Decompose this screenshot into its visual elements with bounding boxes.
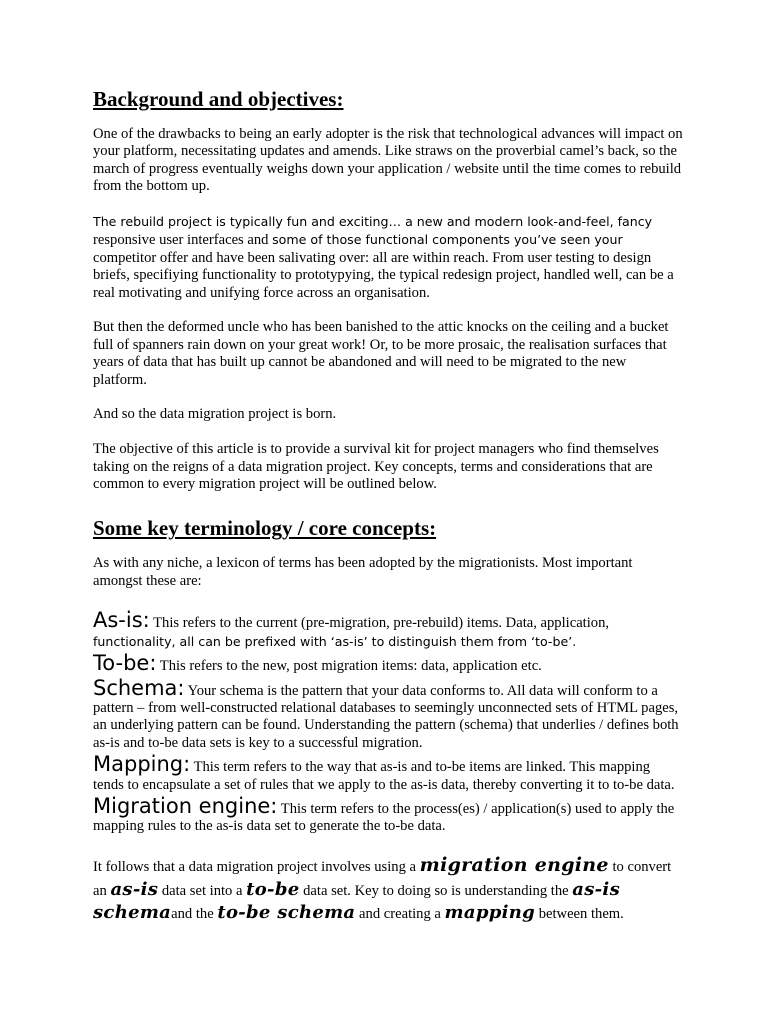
conclusion-text: data set. Key to doing so is understanding the xyxy=(299,882,573,899)
rebuild-serif-text-a: responsive user interfaces and xyxy=(93,232,273,249)
paragraph-conclusion xyxy=(93,854,683,926)
paragraph-deformed-uncle: But then the deformed uncle who has been banished to the attic knocks on the ceiling and a bucket full of spanners rain down on your great work! Or, to be more prosaic, the realisation surfaces that years of data that has built up cannot be abandoned and will need to be migrated to the new platform. xyxy=(93,319,669,388)
paragraph-project-born: And so the data migration project is born. xyxy=(93,406,337,423)
term-definition: This refers to the current (pre-migration, pre-rebuild) items. Data, application, xyxy=(149,615,610,632)
conclusion-text: and the xyxy=(171,906,218,923)
term-as-is xyxy=(93,610,683,651)
rebuild-sans-text-b: some of those functional components you’ve seen your xyxy=(272,232,623,248)
background-heading: Background and objectives: xyxy=(93,87,344,111)
term-definition-sans: functionality, all can be prefixed with ‘as-is’ to distinguish them from ‘to-be’. xyxy=(93,633,577,649)
rebuild-sans-text-a: The rebuild project is typically fun and exciting… a new and modern look-and-feel, fancy xyxy=(93,214,653,230)
term-schema xyxy=(93,675,683,753)
term-definition: This term refers to the way that as-is and to-be items are linked. This mapping tends to encapsulate a set of rules that we apply to the as-is data, thereby converting it to to-be data. xyxy=(93,759,675,793)
term-definition: Your schema is the pattern that your data conforms to. All data will conform to a pattern – from well-constructed relational databases to seemingly unconnected sets of HTML pages, an underlying pattern can be found. Understanding the pattern (schema) that underlies / defines both as-is and to-be data sets is key to a successful migration. xyxy=(93,682,679,751)
rebuild-serif-text-b: competitor offer and have been salivating over: all are within reach. From user testing to design briefs, specifiying functionality to prototypying, the typical redesign project, handled well, can be a real motivating and unifying force across an organisation. xyxy=(93,249,674,301)
document-page xyxy=(93,86,683,926)
conclusion-text: to convert an xyxy=(93,858,672,899)
term-label: Schema: xyxy=(93,675,185,700)
term-definition: This refers to the new, post migration items: data, application etc. xyxy=(156,658,542,675)
emphasis-to-be: to-be xyxy=(246,878,300,900)
conclusion-text: data set into a xyxy=(158,882,247,899)
term-label: Mapping: xyxy=(93,752,191,777)
term-label: Migration engine: xyxy=(93,793,278,818)
terminology-heading: Some key terminology / core concepts: xyxy=(93,516,437,541)
paragraph-rebuild xyxy=(93,213,683,302)
conclusion-text: It follows that a data migration project involves using a xyxy=(93,858,420,875)
emphasis-migration-engine: migration engine xyxy=(419,853,609,876)
term-mapping xyxy=(93,754,683,794)
paragraph-objective: The objective of this article is to provide a survival kit for project managers who find themselves taking on the reigns of a data migration project. Key concepts, terms and considerations that are common to every migration project will be outlined below. xyxy=(93,441,659,493)
paragraph-early-adopter: One of the drawbacks to being an early adopter is the risk that technological advances will impact on your platform, necessitating updates and amends. Like straws on the proverbial camel’s back, so the march of progress eventually weighs down your application / website until the time comes to rebuild from the bottom up. xyxy=(93,126,683,195)
term-to-be xyxy=(93,653,683,675)
conclusion-text: between them. xyxy=(535,906,624,923)
emphasis-as-is-schema: as-is schema xyxy=(93,878,621,924)
conclusion-text: and creating a xyxy=(355,906,445,923)
emphasis-as-is: as-is xyxy=(110,878,159,900)
emphasis-to-be-schema: to-be schema xyxy=(217,902,356,924)
term-definition: This term refers to the process(es) / application(s) used to apply the mapping rules to the as-is data set to generate the to-be data. xyxy=(93,800,675,835)
paragraph-lexicon-intro: As with any niche, a lexicon of terms has been adopted by the migrationists. Most important amongst these are: xyxy=(93,555,633,589)
term-label: As-is: xyxy=(93,608,150,633)
terminology-list xyxy=(93,610,683,835)
term-label: To-be: xyxy=(93,651,157,676)
emphasis-mapping: mapping xyxy=(444,902,536,924)
term-migration-engine xyxy=(93,793,683,836)
